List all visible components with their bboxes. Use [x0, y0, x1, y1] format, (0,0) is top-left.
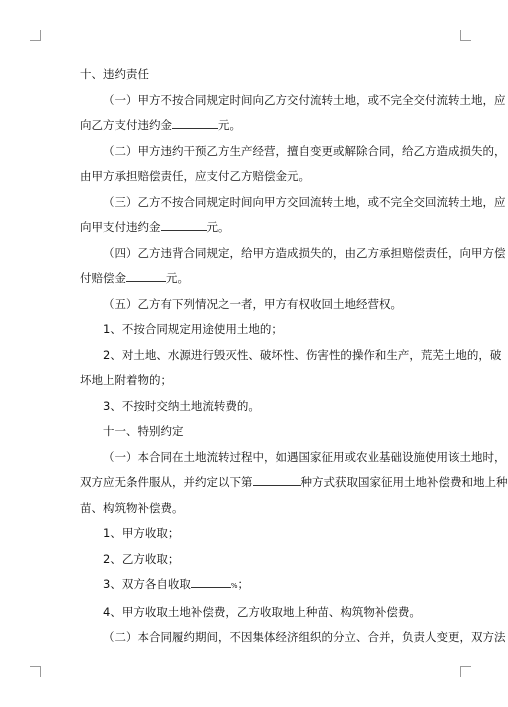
- fill-blank: [191, 575, 231, 588]
- list-item: 1、甲方收取；: [103, 526, 180, 540]
- section-heading: 十、违约责任: [80, 67, 149, 81]
- clause-line: [80, 215, 446, 241]
- clause-line: （三）乙方不按合同规定时间向甲方交回流转土地，或不完全交回流转土地，应: [103, 194, 506, 209]
- clause-line: [80, 266, 446, 292]
- list-item: 3、不按时交纳土地流转费的。: [103, 398, 260, 413]
- document-page: [80, 62, 508, 651]
- clause-line: （五）乙方有下列情况之一者，甲方有权收回土地经营权。: [103, 296, 402, 311]
- clause-text: ；: [237, 577, 249, 591]
- clause-line: （一）本合同在土地流转过程中，如遇国家征用或农业基础设施使用该土地时，: [103, 449, 506, 464]
- list-item: 2、对土地、水源进行毁灭性、破坏性、伤害性的操作和生产，荒芜土地的，破: [103, 347, 502, 362]
- list-item: 2、乙方收取；: [103, 551, 180, 566]
- corner-mark-top-right: [460, 30, 471, 41]
- fill-blank: [126, 269, 166, 282]
- clause-text: 双方应无条件服从，并约定以下第: [80, 475, 253, 489]
- list-item-continuation: 坏地上附着物的；: [80, 373, 172, 387]
- clause-text: 种方式获取国家征用土地补偿费和地上种: [300, 475, 508, 489]
- fill-blank: [161, 218, 207, 231]
- clause-line: （二）本合同履约期间，不因集体经济组织的分立、合并，负责人变更，双方法: [103, 630, 506, 644]
- corner-mark-top-left: [30, 30, 41, 41]
- clause-line: （四）乙方违背合同规定，给甲方造成损失的，由乙方承担赔偿责任，向甲方偿: [103, 245, 506, 260]
- corner-mark-bottom-left: [30, 666, 41, 677]
- fill-blank: [253, 473, 301, 486]
- clause-line: [80, 470, 508, 496]
- corner-mark-bottom-right: [460, 666, 471, 677]
- clause-text: 3、双方各自收取: [103, 577, 191, 591]
- clause-text: 付赔偿金: [80, 271, 126, 285]
- clause-line: （二）甲方违约干预乙方生产经营，擅自变更或解除合同，给乙方造成损失的，: [103, 143, 506, 158]
- section-heading: 十一、特别约定: [103, 424, 184, 438]
- list-item: [80, 572, 446, 600]
- list-item: 4、甲方收取土地补偿费，乙方收取地上种苗、构筑物补偿费。: [103, 604, 421, 619]
- fill-blank: [172, 116, 218, 129]
- clause-line: 由甲方承担赔偿责任，应支付乙方赔偿金元。: [80, 169, 310, 183]
- clause-text: 元。: [166, 271, 189, 285]
- percent-sign: %: [230, 582, 238, 590]
- clause-line: （一）甲方不按合同规定时间向乙方交付流转土地，或不完全交付流转土地，应: [103, 92, 506, 107]
- clause-text: 元。: [218, 118, 241, 132]
- clause-line: [80, 113, 446, 139]
- clause-line: 苗、构筑物补偿费。: [80, 500, 184, 515]
- clause-text: 元。: [206, 220, 230, 234]
- clause-text: 向甲支付违约金: [80, 220, 161, 234]
- list-item: 1、不按合同规定用途使用土地的；: [103, 322, 283, 336]
- clause-text: 向乙方支付违约金: [80, 118, 172, 132]
